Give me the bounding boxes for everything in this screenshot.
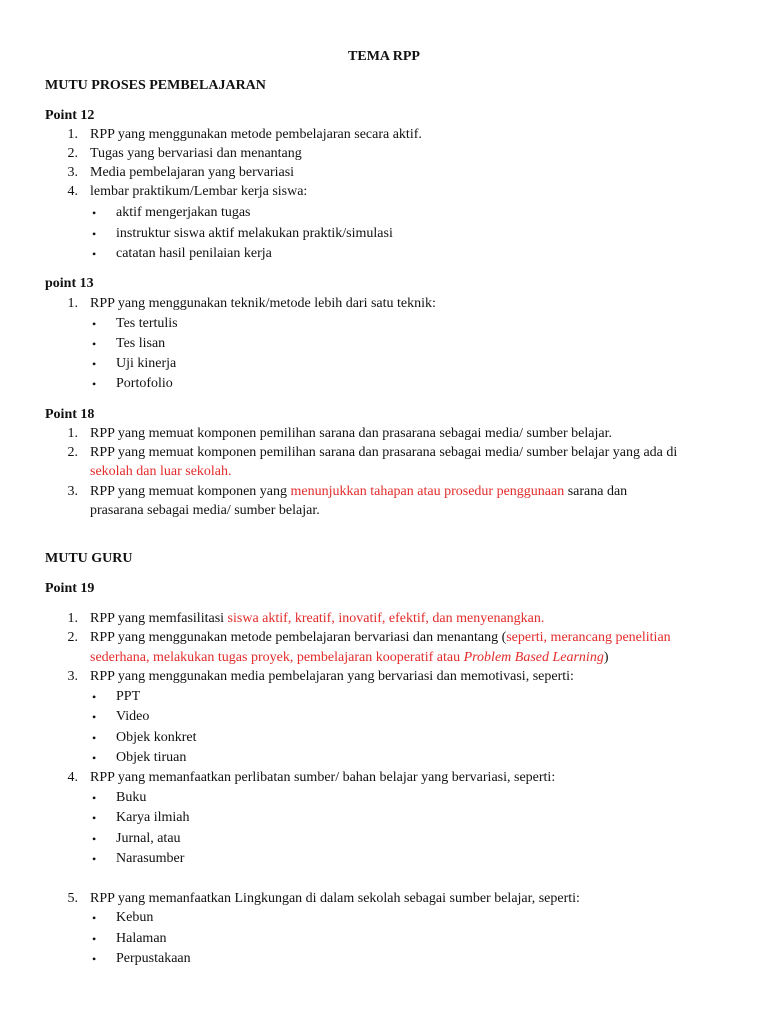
highlighted-text: seperti, merancang penelitian bbox=[506, 630, 671, 645]
bullet-item: Video bbox=[116, 709, 150, 724]
bullet-item: Tes tertulis bbox=[116, 316, 178, 331]
point-12-label: Point 12 bbox=[45, 108, 95, 123]
point-18-label: Point 18 bbox=[45, 407, 95, 422]
bullet-item: Jurnal, atau bbox=[116, 831, 181, 846]
list-item: Tugas yang bervariasi dan menantang bbox=[90, 146, 302, 161]
text-segment: RPP yang menggunakan metode pembelajaran bervariasi dan menantang ( bbox=[90, 630, 507, 645]
list-item: Media pembelajaran yang bervariasi bbox=[90, 165, 295, 180]
list-item: RPP yang menggunakan metode pembelajaran secara aktif. bbox=[90, 127, 422, 142]
bullet-icon: • bbox=[92, 317, 97, 331]
list-number: 1. bbox=[67, 127, 78, 142]
bullet-icon: • bbox=[92, 751, 97, 765]
text-segment: RPP yang memuat komponen yang bbox=[90, 484, 291, 499]
bullet-icon: • bbox=[92, 932, 97, 946]
bullet-item: instruktur siswa aktif melakukan praktik/simulasi bbox=[116, 226, 393, 241]
list-number: 2. bbox=[67, 146, 78, 161]
list-number: 1. bbox=[67, 611, 78, 626]
bullet-icon: • bbox=[92, 690, 97, 704]
bullet-icon: • bbox=[92, 247, 97, 261]
highlighted-text: sekolah dan luar sekolah. bbox=[90, 464, 232, 479]
bullet-item: Buku bbox=[116, 790, 147, 805]
bullet-item: Portofolio bbox=[116, 376, 173, 391]
bullet-icon: • bbox=[92, 227, 97, 241]
list-number: 2. bbox=[67, 630, 78, 645]
bullet-item: PPT bbox=[116, 689, 141, 704]
point-19-label: Point 19 bbox=[45, 581, 95, 596]
bullet-item: Halaman bbox=[116, 931, 167, 946]
section-heading-mutu-proses: MUTU PROSES PEMBELAJARAN bbox=[45, 78, 266, 93]
bullet-icon: • bbox=[92, 952, 97, 966]
list-item bbox=[90, 483, 627, 500]
bullet-icon: • bbox=[92, 852, 97, 866]
list-number: 2. bbox=[67, 445, 78, 460]
highlighted-text: siswa aktif, kreatif, inovatif, efektif, dan menyenangkan. bbox=[227, 611, 545, 626]
bullet-icon: • bbox=[92, 206, 97, 220]
list-number: 3. bbox=[67, 165, 78, 180]
bullet-icon: • bbox=[92, 337, 97, 351]
list-number: 3. bbox=[67, 669, 78, 684]
highlighted-text: sederhana, melakukan tugas proyek, pembelajaran kooperatif atau bbox=[90, 650, 464, 665]
section-heading-mutu-guru: MUTU GURU bbox=[45, 551, 133, 566]
bullet-icon: • bbox=[92, 731, 97, 745]
text-segment: sarana dan bbox=[564, 484, 628, 499]
highlighted-italic-text: Problem Based Learning bbox=[463, 650, 604, 665]
text-segment: ) bbox=[603, 650, 609, 665]
text-segment: RPP yang memfasilitasi bbox=[90, 611, 228, 626]
bullet-item: Kebun bbox=[116, 910, 154, 925]
list-number: 1. bbox=[67, 296, 78, 311]
point-13-label: point 13 bbox=[45, 276, 94, 291]
list-number: 4. bbox=[67, 184, 78, 199]
bullet-item: Perpustakaan bbox=[116, 951, 191, 966]
bullet-icon: • bbox=[92, 377, 97, 391]
list-item: RPP yang memanfaatkan Lingkungan di dalam sekolah sebagai sumber belajar, seperti: bbox=[90, 891, 580, 906]
list-number: 3. bbox=[67, 484, 78, 499]
bullet-item: Objek tiruan bbox=[116, 750, 187, 765]
highlighted-text: menunjukkan tahapan atau prosedur penggunaan bbox=[290, 484, 565, 499]
list-item bbox=[90, 629, 671, 646]
document-title: TEMA RPP bbox=[348, 49, 420, 64]
bullet-item: Karya ilmiah bbox=[116, 810, 190, 825]
bullet-item: Narasumber bbox=[116, 851, 185, 866]
bullet-icon: • bbox=[92, 832, 97, 846]
list-item-continuation bbox=[90, 649, 609, 666]
list-item: RPP yang memuat komponen pemilihan sarana dan prasarana sebagai media/ sumber belajar. bbox=[90, 426, 612, 441]
bullet-icon: • bbox=[92, 357, 97, 371]
bullet-icon: • bbox=[92, 791, 97, 805]
bullet-item: Objek konkret bbox=[116, 730, 197, 745]
list-item: RPP yang memuat komponen pemilihan sarana dan prasarana sebagai media/ sumber belajar yang ada di bbox=[90, 445, 678, 460]
list-item: lembar praktikum/Lembar kerja siswa: bbox=[90, 184, 308, 199]
list-number: 1. bbox=[67, 426, 78, 441]
list-number: 5. bbox=[67, 891, 78, 906]
bullet-icon: • bbox=[92, 811, 97, 825]
bullet-item: Uji kinerja bbox=[116, 356, 177, 371]
list-item: RPP yang memanfaatkan perlibatan sumber/ bahan belajar yang bervariasi, seperti: bbox=[90, 770, 556, 785]
list-item bbox=[90, 610, 544, 627]
list-item: RPP yang menggunakan teknik/metode lebih dari satu teknik: bbox=[90, 296, 436, 311]
bullet-item: catatan hasil penilaian kerja bbox=[116, 246, 272, 261]
bullet-item: aktif mengerjakan tugas bbox=[116, 205, 251, 220]
list-item-continuation: prasarana sebagai media/ sumber belajar. bbox=[90, 503, 320, 518]
bullet-icon: • bbox=[92, 710, 97, 724]
bullet-icon: • bbox=[92, 911, 97, 925]
bullet-item: Tes lisan bbox=[116, 336, 166, 351]
list-item: RPP yang menggunakan media pembelajaran yang bervariasi dan memotivasi, seperti: bbox=[90, 669, 574, 684]
list-number: 4. bbox=[67, 770, 78, 785]
